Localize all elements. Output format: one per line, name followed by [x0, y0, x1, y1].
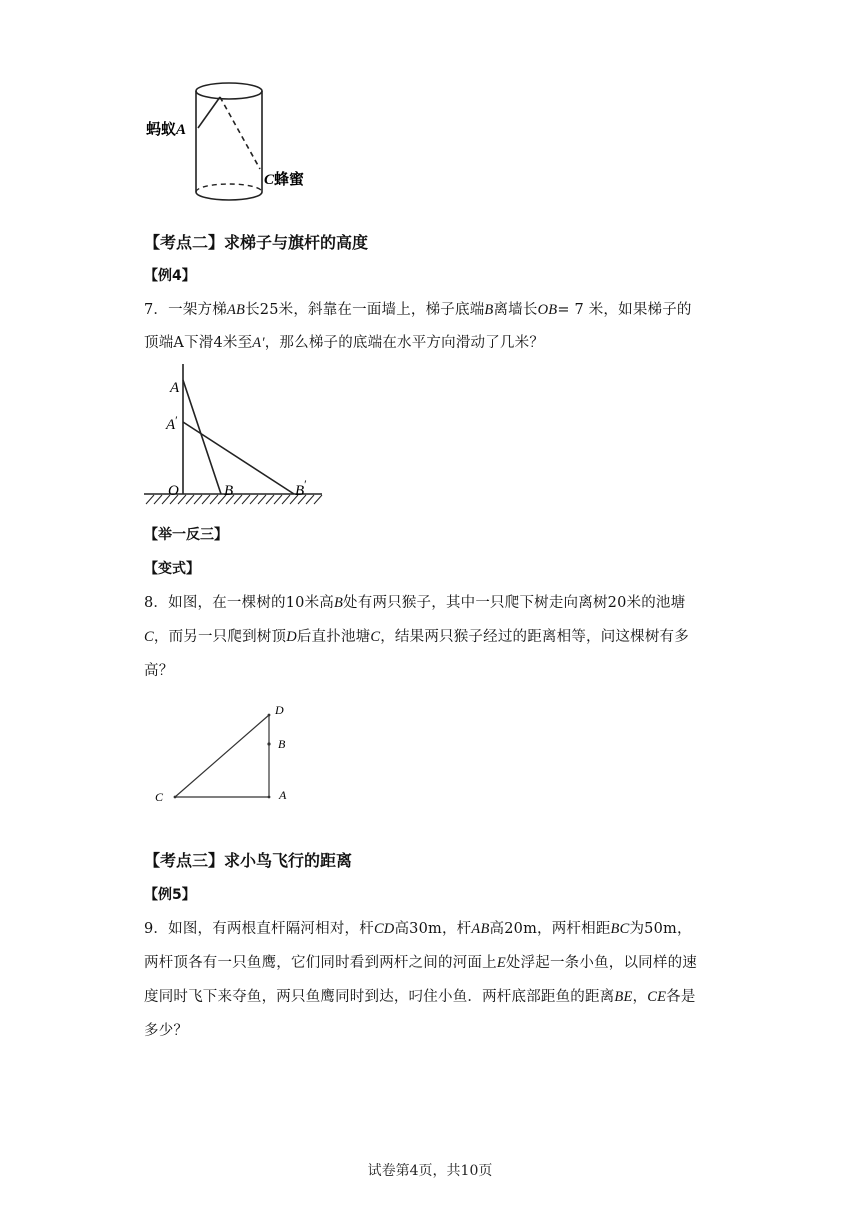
- cylinder-bottom-back: [196, 184, 262, 192]
- section2-title: 【考点二】求梯子与旗杆的高度: [144, 233, 369, 252]
- q7-line1: 7．一架方梯AB长25米，斜靠在一面墙上，梯子底端B离墙长OB= 7 米，如果梯子的: [144, 302, 692, 318]
- q8-line3: 高？: [144, 663, 174, 679]
- q9-line4: 多少？: [144, 1023, 189, 1039]
- ladder-AB: [183, 380, 221, 494]
- tree-figure: [150, 700, 310, 810]
- point-D-label: D: [275, 703, 284, 717]
- section3-title: 【考点三】求小鸟飞行的距离: [144, 851, 353, 870]
- point-A-prime-label: A′: [166, 413, 178, 433]
- point-A-label: A: [170, 380, 180, 396]
- example5-label: 【例5】: [144, 887, 196, 903]
- ant-path-dashed: [220, 97, 260, 169]
- ant-path-solid: [198, 97, 220, 128]
- example4-label: 【例4】: [144, 268, 196, 284]
- q9-line2: 两杆顶各有一只鱼鹰，它们同时看到两杆之间的河面上E处浮起一条小鱼，以同样的速: [144, 955, 697, 971]
- q9-line3: 度同时飞下来夺鱼，两只鱼鹰同时到达，叼住小鱼．两杆底部距鱼的距离BE，CE各是: [144, 989, 696, 1005]
- q8-line1: 8．如图，在一棵树的10米高B处有两只猴子，其中一只爬下树走向离树20米的池塘: [144, 595, 686, 611]
- cylinder-figure: [140, 76, 340, 206]
- point-B-label: B: [224, 483, 234, 499]
- cylinder-top-ellipse: [196, 83, 262, 99]
- cylinder-bottom-front: [196, 192, 262, 200]
- ladder-A-prime-B-prime: [183, 422, 294, 494]
- practice-title: 【举一反三】: [144, 527, 228, 543]
- point-A-dot: [268, 796, 271, 799]
- point-B-label: B: [278, 737, 286, 751]
- point-C-dot: [174, 796, 177, 799]
- point-B-dot: [267, 742, 270, 745]
- q9-line1: 9．如图，有两根直杆隔河相对，杆CD高30m，杆AB高20m，两杆相距BC为50m，: [144, 921, 692, 937]
- ant-label: 蚂蚁A: [146, 120, 187, 138]
- point-C-label: C: [155, 790, 164, 804]
- segment-CD: [175, 715, 269, 797]
- ladder-figure: [140, 360, 340, 510]
- q7-line2: 顶端A下滑4米至A′，那么梯子的底端在水平方向滑动了几米？: [144, 335, 545, 351]
- q8-line2: C，而另一只爬到树顶D后直扑池塘C，结果两只猴子经过的距离相等，问这棵树有多: [144, 629, 689, 645]
- point-A-label: A: [279, 788, 287, 802]
- point-B-prime-label: B′: [295, 477, 307, 499]
- page-footer: 试卷第4页，共10页: [367, 1163, 493, 1179]
- point-O-label: O: [168, 483, 179, 499]
- variant-label: 【变式】: [144, 561, 200, 577]
- point-D-dot: [268, 714, 271, 717]
- bee-label: C蜂蜜: [264, 170, 305, 188]
